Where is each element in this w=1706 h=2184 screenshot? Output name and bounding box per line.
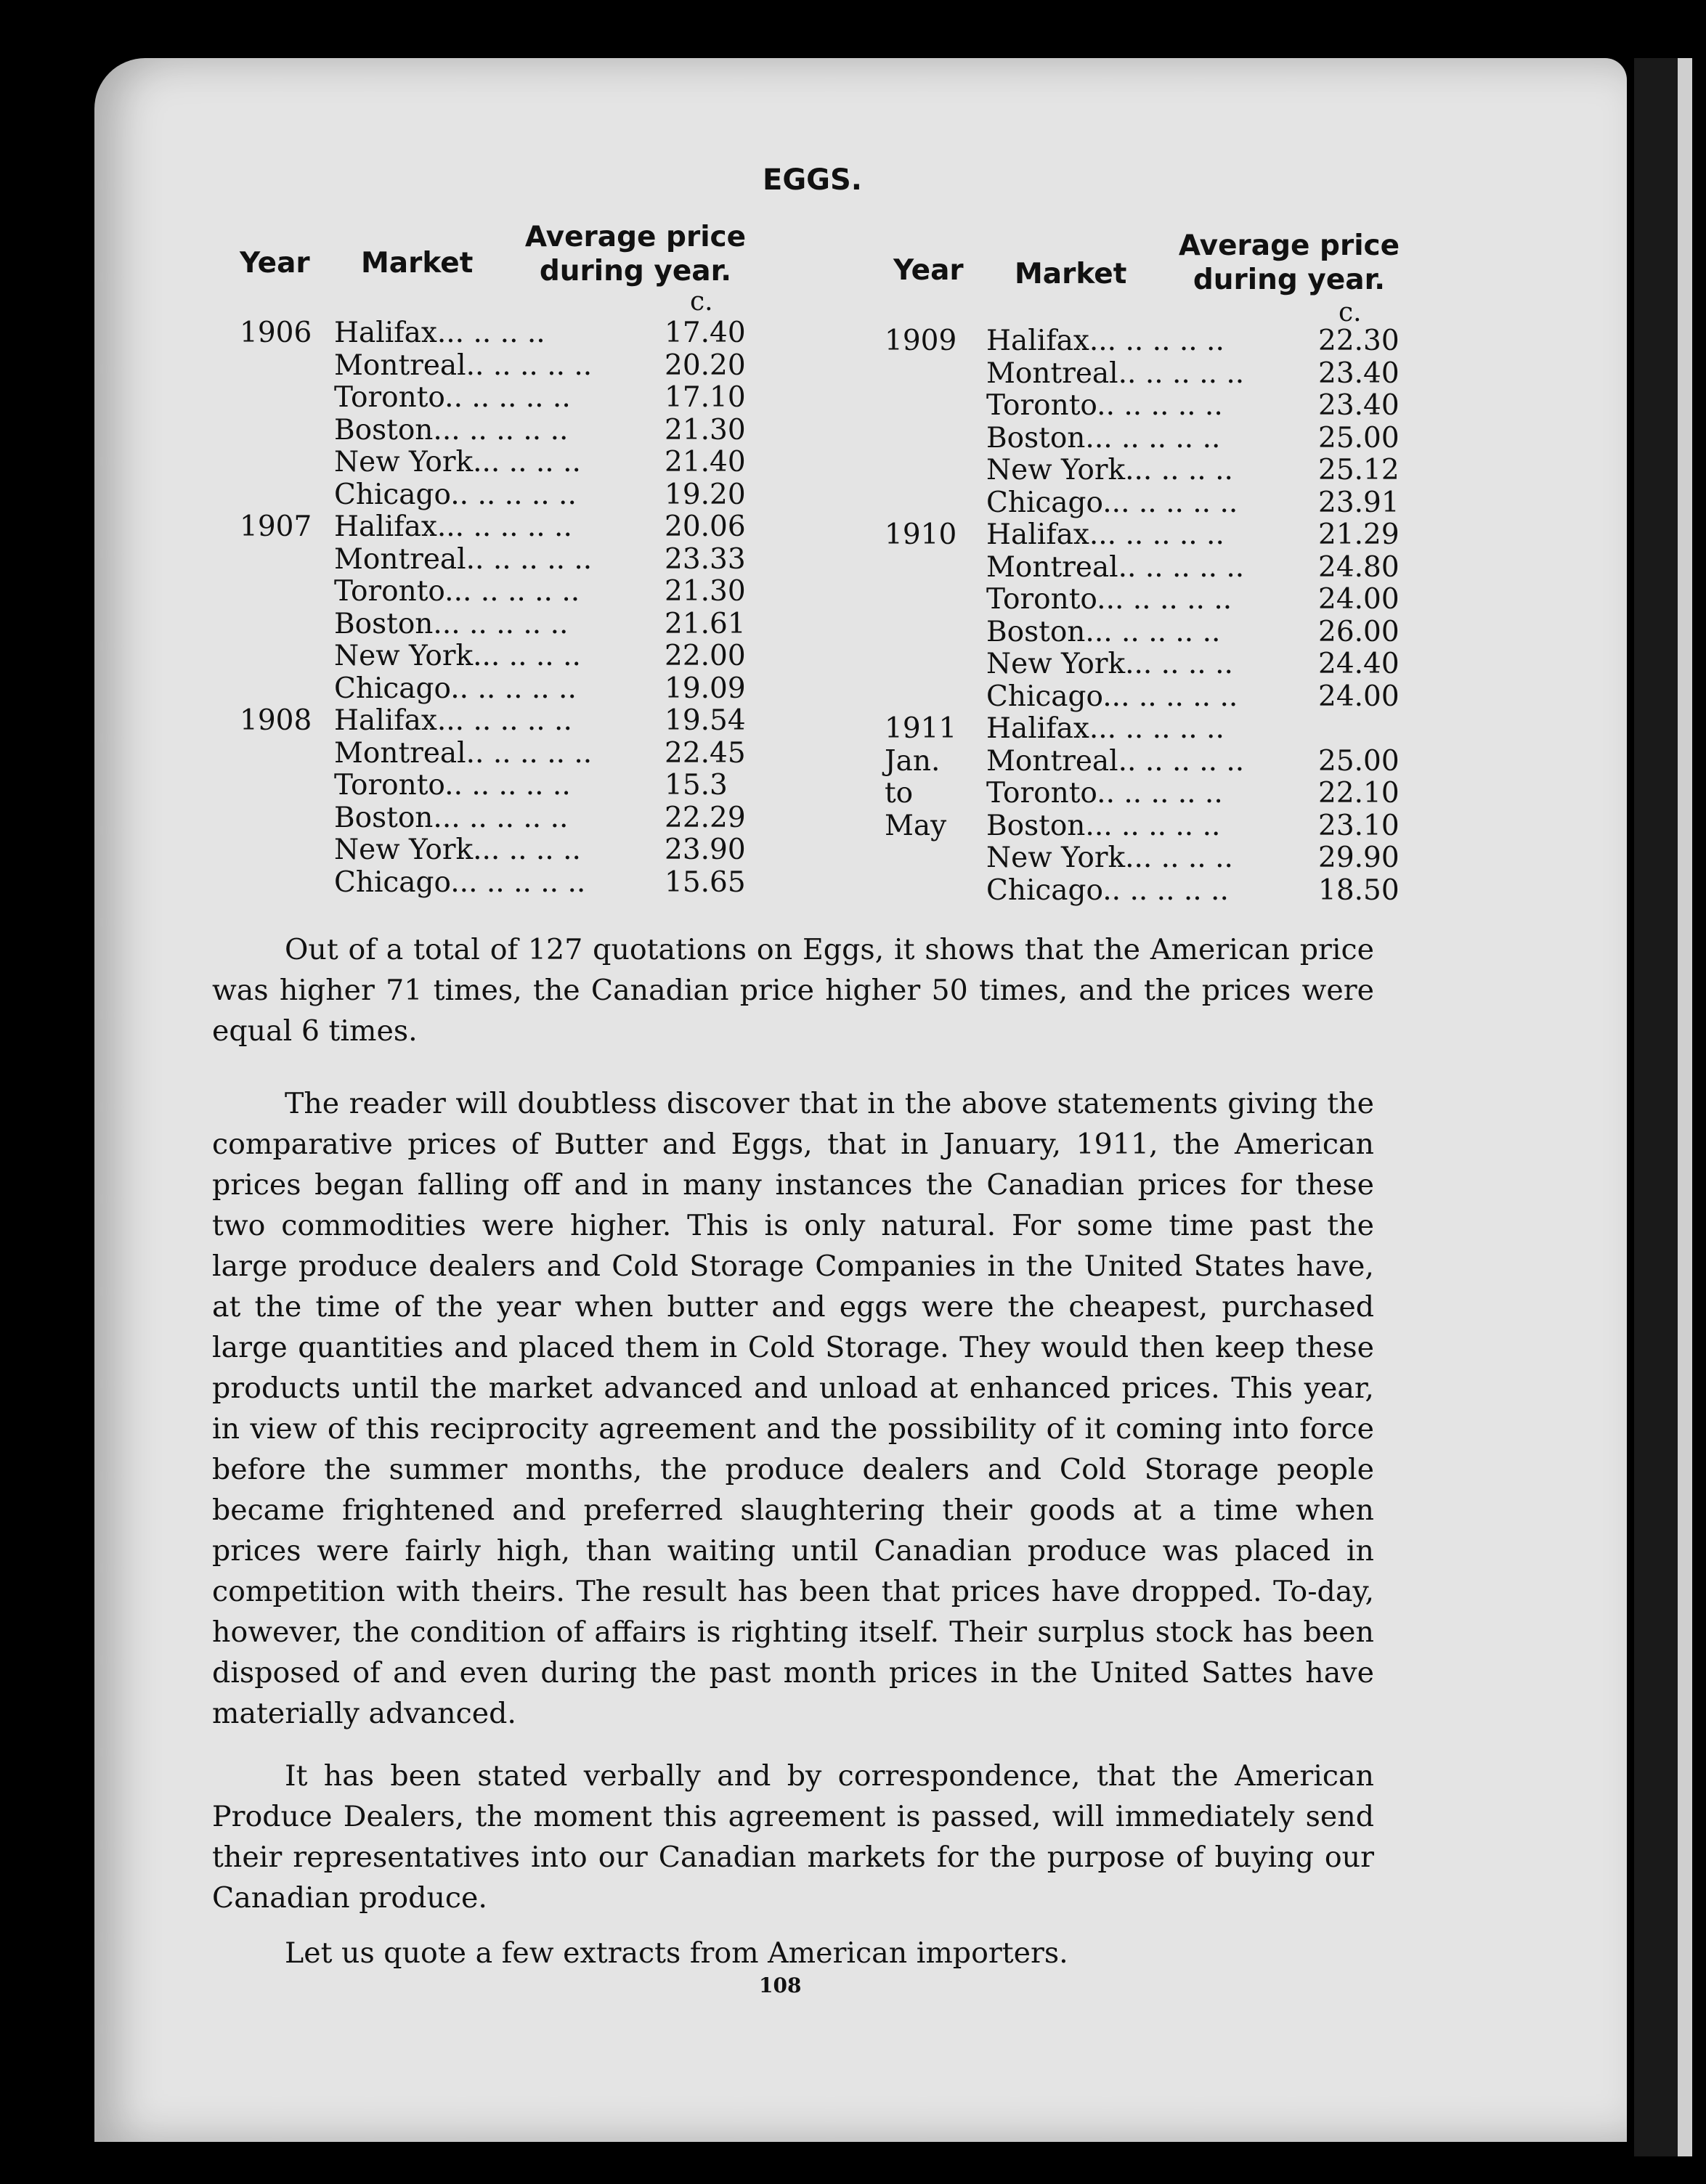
produce-dealers-paragraph: It has been stated verbally and by correspondence, that the American Produce Dealers, the moment this agreement is passed, will immediately send their representatives into our Canadian markets for the purpose of buying our Canadian produce.	[212, 1759, 1374, 1915]
year-cell: 1908	[240, 704, 312, 737]
table-row	[885, 325, 1408, 358]
left-year-header: Year	[240, 247, 310, 280]
price-cell: 17.10	[665, 381, 746, 414]
year-cell: to	[885, 777, 914, 810]
price-cell: 22.30	[1318, 325, 1400, 357]
year-cell: 1907	[240, 510, 312, 543]
market-cell: Toronto... .. .. .. ..	[986, 583, 1232, 616]
price-cell: 20.20	[665, 349, 746, 382]
right-avg-header	[1173, 229, 1405, 297]
body-text	[212, 929, 1374, 1973]
table-row	[240, 511, 748, 544]
table-row	[885, 455, 1408, 487]
right-year-header: Year	[893, 254, 964, 287]
price-cell: 24.80	[1318, 550, 1400, 584]
market-cell: Halifax... .. .. .. ..	[986, 712, 1224, 745]
price-cell: 15.65	[665, 865, 746, 899]
market-cell: New York... .. .. ..	[986, 648, 1233, 680]
table-row	[240, 317, 748, 350]
table-row	[885, 358, 1408, 391]
page-number: 108	[759, 1973, 802, 1997]
table-row	[885, 616, 1408, 649]
price-cell: 23.40	[1318, 356, 1400, 390]
price-cell: 21.30	[665, 413, 746, 447]
table-row	[240, 802, 748, 835]
year-cell: Jan.	[885, 744, 941, 778]
left-price-table	[240, 317, 748, 899]
table-row	[885, 778, 1408, 810]
market-cell: Montreal.. .. .. .. ..	[334, 349, 593, 382]
year-cell: 1911	[885, 712, 957, 745]
price-cell: 22.29	[665, 801, 746, 834]
market-cell: Toronto.. .. .. .. ..	[986, 389, 1223, 422]
book-binding	[1634, 58, 1678, 2156]
left-market-header: Market	[361, 247, 474, 280]
market-cell: New York... .. .. ..	[986, 454, 1233, 486]
table-row	[885, 584, 1408, 616]
year-cell: 1910	[885, 518, 957, 551]
price-cell: 21.30	[665, 575, 746, 608]
price-cell: 23.33	[665, 542, 746, 576]
table-row	[885, 713, 1408, 746]
market-cell: Chicago.. .. .. .. ..	[986, 873, 1229, 907]
right-unit-label: c.	[1339, 298, 1362, 327]
market-cell: Toronto.. .. .. .. ..	[334, 769, 571, 802]
table-row	[885, 875, 1408, 908]
price-cell: 25.00	[1318, 421, 1400, 455]
market-cell: New York... .. .. ..	[334, 640, 581, 672]
left-avg-header-line2: during year.	[539, 255, 732, 288]
price-cell: 22.10	[1318, 777, 1400, 810]
price-cell: 15.3	[665, 769, 728, 802]
market-cell: Chicago... .. .. .. ..	[986, 680, 1238, 713]
market-cell: Boston... .. .. .. ..	[334, 413, 569, 447]
table-row	[240, 576, 748, 608]
table-row	[885, 681, 1408, 714]
market-cell: New York... .. .. ..	[986, 842, 1233, 874]
table-row	[885, 423, 1408, 455]
market-cell: New York... .. .. ..	[334, 834, 581, 866]
market-cell: Montreal.. .. .. .. ..	[334, 736, 593, 770]
table-row	[240, 447, 748, 479]
price-cell: 18.50	[1318, 873, 1400, 907]
right-avg-header-line2: during year.	[1193, 264, 1386, 296]
market-cell: Halifax... .. .. .. ..	[334, 704, 572, 737]
table-row	[240, 738, 748, 770]
left-avg-header-line1: Average price	[524, 221, 747, 253]
table-row	[885, 390, 1408, 423]
market-cell: Toronto.. .. .. .. ..	[334, 381, 571, 414]
market-cell: Halifax... .. .. ..	[334, 317, 545, 349]
price-cell: 22.45	[665, 736, 746, 770]
market-cell: Chicago... .. .. .. ..	[334, 865, 586, 899]
market-cell: Boston... .. .. .. ..	[986, 615, 1221, 648]
market-cell: Halifax... .. .. .. ..	[334, 510, 572, 543]
price-cell: 24.00	[1318, 583, 1400, 616]
price-cell: 24.00	[1318, 680, 1400, 713]
price-cell: 19.09	[665, 672, 746, 705]
price-cell: 25.00	[1318, 744, 1400, 778]
market-cell: Montreal.. .. .. .. ..	[986, 744, 1245, 778]
market-cell: Boston... .. .. .. ..	[986, 809, 1221, 842]
price-cell: 19.54	[665, 704, 746, 737]
price-cell: 21.40	[665, 446, 746, 478]
price-cell: 29.90	[1318, 842, 1400, 874]
summary-paragraph: Out of a total of 127 quotations on Eggs, it shows that the American price was higher 71 times, the Canadian price higher 50 times, and the prices were equal 6 times.	[212, 933, 1374, 1048]
market-cell: Boston... .. .. .. ..	[334, 607, 569, 640]
price-cell: 20.06	[665, 510, 746, 543]
market-cell: Chicago.. .. .. .. ..	[334, 478, 577, 511]
market-cell: Chicago... .. .. .. ..	[986, 486, 1238, 519]
quote-intro-paragraph: Let us quote a few extracts from American importers.	[285, 1936, 1068, 1970]
right-price-table	[885, 325, 1408, 907]
table-row	[240, 705, 748, 738]
table-row	[885, 810, 1408, 843]
price-cell: 24.40	[1318, 648, 1400, 680]
table-row	[240, 673, 748, 706]
market-cell: Chicago.. .. .. .. ..	[334, 672, 577, 705]
market-cell: Toronto.. .. .. .. ..	[986, 777, 1223, 810]
right-market-header: Market	[1015, 258, 1127, 290]
price-cell: 21.29	[1318, 518, 1400, 551]
table-row	[240, 834, 748, 867]
table-row	[885, 552, 1408, 584]
table-row	[885, 842, 1408, 875]
price-cell: 23.90	[665, 834, 746, 866]
right-avg-header-line1: Average price	[1178, 229, 1400, 262]
price-cell: 22.00	[665, 640, 746, 672]
table-row	[240, 640, 748, 673]
price-cell: 25.12	[1318, 454, 1400, 486]
table-row	[240, 479, 748, 512]
market-cell: New York... .. .. ..	[334, 446, 581, 478]
table-row	[885, 519, 1408, 552]
market-cell: Boston... .. .. .. ..	[334, 801, 569, 834]
left-avg-header	[519, 220, 752, 288]
table-row	[240, 867, 748, 900]
market-cell: Boston... .. .. .. ..	[986, 421, 1221, 455]
year-cell: May	[885, 809, 947, 842]
table-row	[240, 382, 748, 415]
table-row	[885, 487, 1408, 520]
table-row	[885, 648, 1408, 681]
year-cell: 1909	[885, 325, 957, 357]
market-cell: Toronto... .. .. .. ..	[334, 575, 580, 608]
market-cell: Halifax... .. .. .. ..	[986, 518, 1224, 551]
table-row	[240, 350, 748, 383]
market-cell: Halifax... .. .. .. ..	[986, 325, 1224, 357]
price-cell: 26.00	[1318, 615, 1400, 648]
left-unit-label: c.	[690, 287, 713, 317]
table-row	[885, 746, 1408, 778]
year-cell: 1906	[240, 317, 312, 349]
table-row	[240, 608, 748, 641]
table-row	[240, 544, 748, 576]
market-cell: Montreal.. .. .. .. ..	[334, 542, 593, 576]
table-row	[240, 770, 748, 802]
price-cell: 21.61	[665, 607, 746, 640]
page-title: EGGS.	[763, 163, 862, 197]
price-cell: 23.40	[1318, 389, 1400, 422]
price-cell: 23.91	[1318, 486, 1400, 519]
cold-storage-paragraph: The reader will doubtless discover that in the above statements giving the comparative prices of Butter and Eggs, that in January, 1911, the American prices began falling off and in many instances the Canadian prices for these two commodities were higher. This is only natural. For some time past the large produce dealers and Cold Storage Companies in the United States have, at the time of the year when butter and eggs were the cheapest, purchased large quantities and placed them in Cold Storage. They would then keep these products until the market advanced and unload at enhanced prices. This year, in view of this reciprocity agreement and the possibility of it coming into force before the summer months, the produce dealers and Cold Storage people became frightened and preferred slaughtering their goods at a time when prices were fairly high, than waiting until Canadian produce was placed in competition with theirs. The result has been that prices have dropped. To-day, however, the condition of affairs is righting itself. Their surplus stock has been disposed of and even during the past month prices in the United Sattes have materially advanced.	[212, 1087, 1374, 1730]
price-cell: 23.10	[1318, 809, 1400, 842]
price-cell: 17.40	[665, 317, 746, 349]
table-row	[240, 415, 748, 447]
price-cell: 19.20	[665, 478, 746, 511]
market-cell: Montreal.. .. .. .. ..	[986, 356, 1245, 390]
market-cell: Montreal.. .. .. .. ..	[986, 550, 1245, 584]
